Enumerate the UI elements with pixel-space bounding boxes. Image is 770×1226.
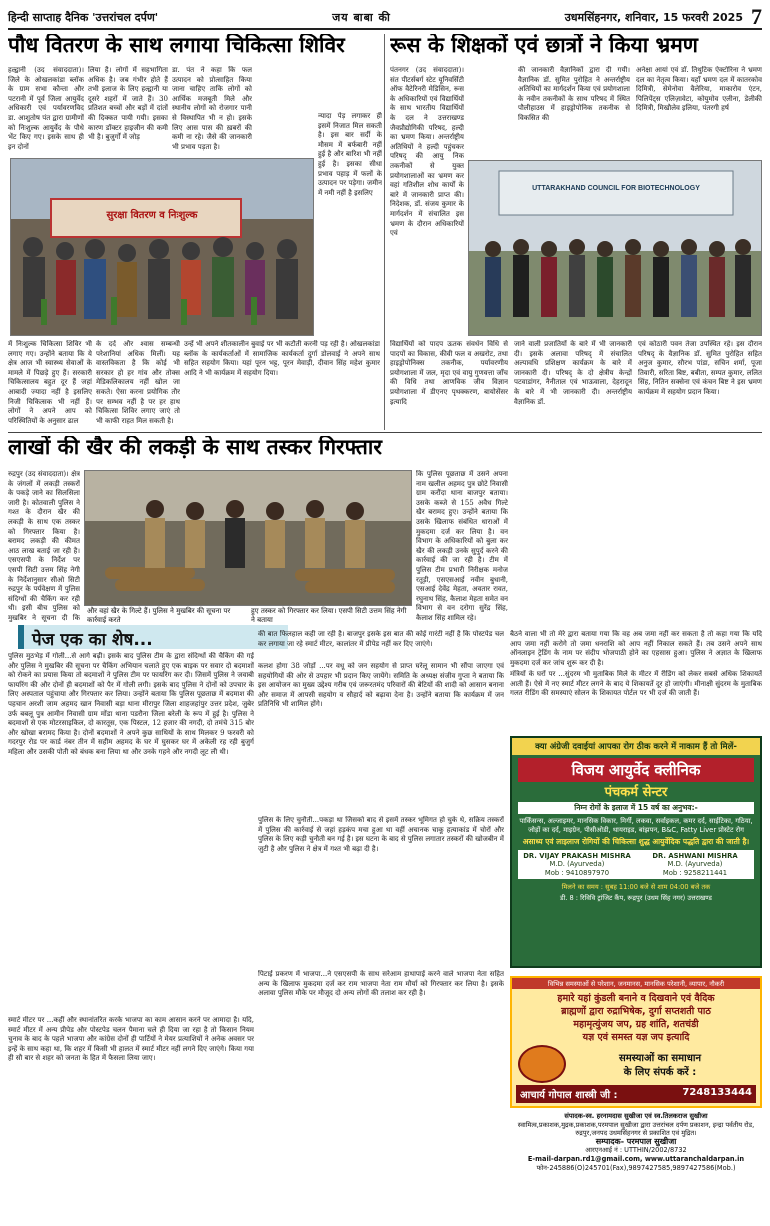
clinic-slogan: असाध्य एवं लाइलाज रोगियों की चिकित्सा शुद्ध आयुर्वेदिक पद्धति द्वारा की जाती है। — [522, 837, 750, 846]
arrest-illustration — [85, 471, 412, 606]
story1-column-3: डा. पंत ने कहा कि फल उत्पादन को प्रोत्साहित किया जाना चाहिए ताकि लोगों को आर्थिक मजबूती मिले और स्थानीय लोगों को रोजगार पानी से विस्थापित भी न हो। इसके लिए आस पास की ख़बरों की कमी ना रहे। जैसे की जानकारी भी प्रभाव पड़ता है। — [172, 66, 252, 151]
continued-mass-wedding-story: कलश होगा 38 जोड़ों ...पर वधू को जन सहयोग से प्राप्त घरेलू सामान भी सौंपा जाएगा एवं सहयोगियों की ओर से उपहार भी प्रदान किए जायेंगे। समिति के अध्यक्ष संजीव गुप्ता ने बताया कि इस आयोजन का मुख्य उद्देश्य गरीब एवं जरूरतमंद परिवारों की बेटियों की शादी को आसान बनाना और समाज में आपसी सहयोग व सौहार्द को बढ़ावा देना है। उन्होंने बताया कि कार्यक्रम में जन प्रतिनिधि भी शामिल होंगे। — [258, 662, 504, 709]
plant-camp-photo — [10, 158, 314, 336]
imprint-details: स्वामित्व,प्रकाशक,मुद्रक,प्रकाशक,परमपाल सुखीजा द्वारा उत्तरांचल दर्पण प्रकाशन, इन्द्रा पर्वतीय रोड, रुद्रपुर,जनपद उधमसिंहनगर से प्रकाशित एवं मुद्रित। — [517, 1120, 755, 1138]
clinic-tagline: क्या अंग्रेजी दवाईयां आपका रोग ठीक करने में नाकाम हैं तो मिलें- — [512, 738, 760, 755]
photo-banner-text-russia: UTTARAKHAND COUNCIL FOR BIOTECHNOLOGY — [532, 185, 700, 192]
continued-bjp-beating-story: पिटाई प्रकरण में भाजपा...ने एसएसपी के साथ सरेआम हाथापाई करने वाले भाजपा नेता सहित अन्य के खिलाफ मुकदमा दर्ज कर राम भाजपा नेता राम मौर्या को गिरफ्तार कर लिया है। इसके अलावा पुलिस मौके पर मौजूद दो अन्य लोगों की तलाश कर रही है। — [258, 970, 504, 998]
astrology-advertisement — [510, 976, 762, 1108]
page-number: 7 — [750, 4, 762, 29]
imprint-box — [510, 1112, 762, 1214]
headline-plant-distribution: पौध वितरण के साथ लगाया चिकित्सा शिविर — [8, 34, 345, 57]
story2-column-3: अनेक्षा आयां एवं डॉ. तिथुटिक ऐक्टोरिना ने भ्रमण दल का नेतृत्व किया। यहाँ भ्रमण दल में कातरकोव दिमित्री, सेमेनोवा वैलेरिया, माकारोव एंटन, पिलिपेंट्स एलिज़ावेटा, कोयुमोव एलीना, डेलीकी दिमित्री, मिखौलेव इलिया, पंतरगी हर्ष — [636, 66, 762, 113]
doctor-1-degree: M.D. (Ayurveda) — [549, 860, 605, 869]
continued-column-3-intro: बैठने वाला भी तो मेरे द्वारा बताया गया कि वह अब जमा नहीं कर सकता है तो कहा गया कि यदि आप जमा नहीं करोगे तो जमा धनराशि को आप नहीं निकाल सकते हैं। तब उसने अपने साथ ऑनलाइन ट्रेडिंग के नाम पर संदीप भोजपाठी होने का एहसास हुआ। पुलिस ने अज्ञात के खिलाफ मुकदमा दर्ज कर जांच शुरू कर दी है। — [510, 630, 762, 667]
doctor-2-degree: M.D. (Ayurveda) — [667, 860, 723, 869]
story1-column-4: न्यादा पेड़ लगाकर ही इसमें निजात मिल सकती है। इस बार सर्दी के मौसम में बर्फबारी नहीं हुई है और बारिश भी नहीं हुई है। इसका सीधा प्रभाव पहाड़ में फलों के उत्पादन पर पड़ेगा। जमीन में नमी नहीं है इसलिए — [318, 112, 382, 197]
russia-visit-photo — [468, 160, 762, 336]
doctor-2-mobile: Mob : 9258211441 — [662, 868, 728, 877]
masthead — [8, 6, 762, 30]
plant-camp-illustration — [11, 159, 314, 336]
doctor-1-name: DR. VIJAY PRAKASH MISHRA — [523, 852, 631, 860]
smuggler-arrest-photo — [84, 470, 412, 606]
imprint-phone: फोन-245886(O)245701(Fax),9897427585,9897427586(Mob.) — [536, 1163, 736, 1172]
continued-encounter-story: पुलिस मुठभेड़ में गोली...से आगे बढ़ी। इसके बाद पुलिस टीम के द्वारा संदिग्धों की चैकिंग की गई और पुलिस ने मुखबिर की सूचना पर चैकिंग अभियान चलाते हुए एक बाइक पर सवार दो बदमाशों को रोकने का प्रयास किया तो बदमाशों ने पुलिस टीम पर फायरिंग कर दी। जिसमें पुलिस ने जवाबी फायरिंग की और दोनों ही बदमाशों को पैर में गोली लगी। इसके बाद पुलिस ने दोनों को उपचार के लिए अस्पताल पहुंचाया और गिरफ्तार कर लिया। उन्होंने बताया कि पुलिस पूछताछ में बदमाश की पहचान अरशी जाम अहमद खान निवासी बड़ा थाना मीरापुर जिला शाहजहांपुर उत्तर प्रदेश, जुबेर उर्फ बबलू पुत्र आमीन निवासी ग्राम मोंडा थाना पडरौना जिला बरेली के रूप में हुई है। पुलिस ने बदमाशों से एक मोटरसाइकिल, दो कारतूस, एक पिस्टल, 12 हजार की नगदी, दो तमंचे 315 बोर और खोखा बरामद किया है। दोनों बदमाशों ने अपने कुछ साथियों के साथ मिलकर 9 फरवरी को गदरपुर रोड पर कार्ड नंबर तीन में सहीम अहमद के घर में घुसकर घर में अकेली रह रही बुजुर्ग महिला और उसकी पोती को बंधक बना लिया था और उनके गहने और नगदी लूट ली थी। — [8, 652, 254, 756]
astro-contact-line: के लिए संपर्क करें : — [623, 1067, 697, 1078]
story2-bottom-column-2: जाने वाली प्रजातियों के बारे में भी जानकारी दी। इसके अलावा परिषद् में संचालित अल्पावधि प्रशिक्षण कार्यक्रम के बारे में जानकारी दी। परिषद् के दो क्षेत्रीय केन्द्रों पटवाडांगर, नैनीताल एवं भाऊवाला, देहरादून के बारे में भी जानकारी दी। अन्तर्राष्ट्रीय वैज्ञानिक डॉ. — [514, 340, 632, 406]
story2-bottom-column-3: एवं कोठारी पवन तेजा उपस्थित रहे। इस दौरान परिषद् के वैज्ञानिक डॉ. सुमित पुरोहित सहित अनुज कुमार, सौरभ पांडा, सचिन शर्मा, पूजा तिवारी, सरिता बिष्ट, बबीता, सम्पत कुमार, ललित सिंह, नितिन सक्सेना एवं कंचन बिष्ट ने इस भ्रमण कार्यक्रम में सहयोग प्रदान किया। — [638, 340, 762, 396]
story3-column-1: रुद्रपुर (उद संवाददाता)। क्षेत्र के जंगलों में लकड़ी तस्करों के पकड़े जाने का सिलसिला जारी है। कोतवाली पुलिस ने गश्त के दौरान खैर की लकड़ी के साथ एक तस्कर को गिरफ्तार किया है। बरामद लकड़ी की कीमत आठ लाख बताई जा रही है। एसएसपी के निर्देश पर एसपी सिटी उत्तम सिंह नेगी के निर्देशानुसार सीओ सिटी रुद्रपुर के पर्यवेक्षण में पुलिस संदिग्धों की चैकिंग कर रही थी। इसी बीच पुलिस को मुखबिर ने सूचना दी कि — [8, 470, 80, 622]
column-divider — [384, 34, 385, 430]
astro-headline-2: ब्राह्मणों द्वारा रुद्राभिषेक, दुर्गा सप्तशती पाठ — [561, 1006, 711, 1017]
section-rule — [8, 432, 762, 433]
imprint-editor-line: संपादक-स्व. हरनामदास सुखीजा एवं स्व.तिलकराज सुखीजा — [564, 1112, 708, 1120]
continued-police-challenge-story: पुलिस के लिए चुनौती...पकड़ा था जिसको बाद से इसमें तस्कर भूमिगत हो चुके थे, सक्रिय तस्करों में पुलिस की कार्रवाई से जहां हड़कंप मचा हुआ था वहीं अचानक चाकू हत्याकांड में चोरों और पुलिस के लिए कड़ी चुनौती बन गई है। इस घटना के बाद से पुलिस लगातार तस्करों की खोजबीन में जुटी है और पुलिस ने क्षेत्र में गश्त भी बढ़ा दी है। — [258, 816, 504, 853]
astro-headline-4: यज्ञ एवं समस्त यज्ञ जप इत्यादि — [582, 1032, 690, 1043]
dateline — [565, 4, 762, 30]
arrest-caption-2: हुए तस्कर को गिरफ्तार कर लिया। एसपी सिटी उत्तम सिंह नेगी ने बताया — [248, 606, 412, 626]
story2-column-2: की जानकारी वैज्ञानिकों द्वारा दी गयी। वैज्ञानिक डॉ. सुमित पुरोहित ने अन्तर्राष्ट्रीय अतिथियों का मार्गदर्शन किया एवं प्रयोगशाला के नवीन तकनीकों के साथ परिषद में स्थित पौलीहाउस में हाइड्रोपोनिक तकनीक से विकसित की — [518, 66, 630, 122]
astro-contact-name: आचार्य गोपाल शास्त्री जी : — [520, 1090, 618, 1101]
astro-problems-line: समस्याओं का समाधान — [618, 1053, 702, 1064]
story3-column-2: कि पुलिस पूछताछ में उसने अपना नाम खलील अहमद पुत्र छोटे निवासी ग्राम करौंदा थाना बाजपुर बताया। उसके कब्जे से 155 अवैध गिल्टे खैर बरामद हुए। उन्होंने बताया कि उसके खिलाफ संबंधित धाराओं में मुकदमा दर्ज कर लिया है। वन विभाग के अधिकारियों को बुला कर खैर की लकड़ी उनके सुपुर्द करने की कार्रवाई की जा रही है। टीम में पुलिस टीम प्रभारी निरीक्षक मनोज रतूड़ी, एसएसआई नवीन बुधानी, एसआई देवेंद्र मेहता, अवतार रावत, रघुनाथ सिंह, कैलाश मेहता समेत वन विभाग से वन दरोगा सुरेंद्र सिंह, कैलाश सिंह शामिल रहे। — [416, 470, 508, 622]
story1-bottom-column-3: उन्हें भी अपने शीतकालीन बुवाई पर भी कटौती करनी पड़ रही है। ओखलकांडा ब्लॉक के कार्यकर्ताओं में सामाजिक कार्यकर्ता दुर्गा डोलवाई ने अपने साथ सहित सहयोग किया। यहां पूरन भट्ट, पूरन मेवाड़ी, दीवान सिंह महेश कुमार आदि ने भी कार्यक्रम में सहयोग दिया। — [184, 340, 380, 377]
doctor-2-card — [636, 850, 754, 879]
doctor-2-name: DR. ASHWANI MISHRA — [652, 852, 738, 860]
continued-smart-meter-story: स्मार्ट मीटर पर ...कहीं और स्थानांतरित करके भाजपा का काम आसान करने पर आमादा है। यदि, स्मार्ट मीटर में अन्य प्रीपेड और पोस्टपेड चलन पैमाना चले ही दिया जा रहा है तो किसान नियम चुनाव के बाद के पहले भाजपा और कांग्रेस दोनों ही पार्टियों ने मेयर प्रत्याशियों ने अनेक अवसर पर इन्हें के साथ कहा था, कि शहर में किसी भी हालत में स्मार्ट मीटर नहीं लगने दिए जाएंगे। किया गया ही सौ बार से शहर को जनता के हित में फैसला लिया जाए। — [8, 1016, 254, 1063]
astro-contact-bar — [516, 1085, 756, 1103]
story1-column-2: लिया है। लोगों में सहभागिता अधिक है। जब गंभीर होते हैं तभी इलाज के लिए हल्द्वानी या दूसरे शहरों में जाते हैं। 30 प्रतिशत बच्चों और बड़ों में दांतों की दिक्कत पायी गयी। इसका कारण डॉक्टर हाइजीन की कमी भी है। बुजुर्गों में जोड़ — [88, 66, 168, 142]
doctor-1-mobile: Mob : 9410897970 — [544, 868, 610, 877]
doctor-1-card — [518, 850, 636, 879]
headline-russia-visit: रूस के शिक्षकों एवं छात्रों ने किया भ्रमण — [390, 34, 698, 57]
headline-smuggler-arrest: लाखों की खैर की लकड़ी के साथ तस्कर गिरफ्तार — [8, 436, 382, 459]
continued-ministers-meter-story: मंत्रियों के घरों पर ...सुंदरम भी मुताबिक मिले के मीटर में रीडिंग को लेकर सबसे अधिक शिकायतें आती हैं। ऐसे में नए स्मार्ट मीटर लगने के बाद ये शिकायतें दूर हो जाएंगी। मीनाक्षी सुंदरम के मुताबिक गलत रीडिंग की समस्याएं सोलन के शिकायत पोर्टल पर भी दर्ज की जाती हैं। — [510, 670, 762, 698]
continued-section-title: पेज एक का शेष... — [18, 625, 288, 649]
clinic-treatments-title: निम्न रोगों के इलाज में 15 वर्ष का अनुभव:- — [518, 802, 754, 814]
imprint-email: E-mail-darpan.rd1@gmail.com, www.uttaranchaldarpan.in — [527, 1154, 745, 1163]
astro-headline-1: हमारे यहां कुंडली बनाने व दिखवाने एवं वैदिक — [557, 993, 715, 1004]
astro-phone-number: 7248133444 — [682, 1087, 752, 1098]
astro-top-line: विभिन्न समस्याओं से परेशान, जनमानस, मानसिक परेशानी, व्यापार, नौकरी — [512, 978, 760, 989]
tagline: जय बाबा की — [332, 10, 391, 24]
date-text: उधमसिंहनगर, शनिवार, 15 फरवरी 2025 — [564, 10, 743, 24]
newspaper-name: हिन्दी साप्ताह दैनिक 'उत्तरांचल दर्पण' — [8, 10, 159, 24]
clinic-advertisement — [510, 736, 762, 968]
astro-headline-3: महामृत्युंजय जप, ग्रह शांति, शतचंडी — [573, 1019, 699, 1030]
story1-column-1: हल्द्वानी (उद संवाददाता)। जिले के ओखलकांडा ब्लॉक के ग्राम सभा कौन्ता और पटरानी में पूर्व जिला आयुर्वेद अधिकारी एवं पर्यावरणविद डा. आशुतोष पंत द्वारा ग्रामीणों को निःशुल्क आयुर्वेद के पौधे भेंट किए गए। इसके साथ ही इन दोनों — [8, 66, 84, 151]
imprint-editor: सम्पादक- परमपाल सुखीजा — [595, 1136, 677, 1146]
imprint-rni: आरएनआई नं : UTTHIN/2002/8732 — [585, 1146, 687, 1155]
astrologer-portrait — [518, 1045, 566, 1083]
arrest-caption-1: और वहां खैर के गिल्टे हैं। पुलिस ने मुखबिर की सूचना पर कार्रवाई करते — [84, 606, 248, 626]
clinic-subname: पंचकर्म सेन्टर — [604, 785, 668, 800]
continued-column-2-intro: की बात फिलहाल कही जा रही है। बाजपुर इसके इस बात की कोई गारंटी नहीं है कि पोस्टपेड चल कर लगाया जा रहे स्मार्ट मीटर, कालांतर में प्रीपेड नहीं कर दिए जाएंगे। — [258, 630, 504, 648]
story2-bottom-column-1: विद्यार्थियों को पादप ऊतक संवर्धन विधि से पादपों का विकास, कीवी फल व अखरोट, तथा हाइड्रोपोनिक्स तकनीक, पर्यावरणीय प्रयोगशाला में जल, मृदा एवं वायु गुणवत्ता जाँच की विधि तथा आणविक जीव विज्ञान प्रयोगशाला में डीएनए पृथक्करण, बायोसेंसर इत्यादि — [390, 340, 508, 406]
clinic-timing: मिलने का समय : सुबह 11:00 बजे से शाम 04:00 बजे तक — [561, 883, 711, 892]
story1-bottom-column-1: में निःशुल्क चिकित्सा शिविर भी लगाए गए। उन्होंने बताया कि ये क्षेत्र आज भी स्वास्थ्य सेवाओं के मामले में पिछड़े हुए हैं। सरकारी चिकित्सालय बहुत दूर हैं जहां आबादी ज्यादा नहीं है इसलिए निजी चिकित्सक भी नहीं हैं। लोगों ने अपने आप को परिस्थितियों के अनुसार ढाल — [8, 340, 92, 425]
clinic-name: विजय आयुर्वेद क्लीनिक — [518, 758, 754, 782]
story1-bottom-column-2: के दर्द और श्वास सम्बन्धी परेशानियां अधिक मिलीं। यह वास्तविकता है कि कोई भी सरकार हो हर गांव और तोक्स मेडिकलिकालय नहीं खोल जा सकते। ऐसा करना प्रयोगिक तौर पर सम्भव नहीं है पर हर हाथ चिकित्सा शिविर लगाए जाएं तो भी काफी राहत मिल सकती है। — [96, 340, 180, 425]
story2-column-1: पंतनगर (उद संवाददाता)। संत पीटर्सबर्ग स्टेट यूनिवर्सिटी ऑफ वैटेरिनरी मेडिसिन, रूस के अधिकारियों एवं विद्यार्थियों के साथ भारतीय विद्यार्थियों के दल ने उत्तराखण्ड जैवप्रौद्योगिकी परिषद, हल्दी का भ्रमण किया। अन्तर्राष्ट्रीय अतिथियों ने हल्दी पहुंचकर परिषद् की आयु निक तकनीकों से युक्त प्रयोगशालाओं का भ्रमण कर वहां गतिशील शोध कार्यों के बारे में जानकारी प्राप्त की। निदेशक, डॉ. संजय कुमार के मार्गदर्शन में संचालित इस भ्रमण के दौरान अधिकारियों एवं — [390, 66, 464, 238]
clinic-address: डी. 8 : रिविवि ट्रांजिट कैंप, रूद्रपुर (उधम सिंह नगर) उत्तराखण्ड — [560, 894, 712, 903]
photo-banner-text: सुरक्षा वितरण व निःशुल्क — [106, 210, 198, 221]
clinic-treatments: पार्किंसन्स, अल्जाइमर, मानसिक विकार, मिर्गी, लकवा, सर्वाइकल, कमर दर्द, साईटिका, गठिया, जोड़ों का दर्द, माइग्रेन, पीसीओडी, थायराइड, बांझपन, B&C, Fatty Liver प्रोस्टेट रोग — [519, 817, 753, 834]
